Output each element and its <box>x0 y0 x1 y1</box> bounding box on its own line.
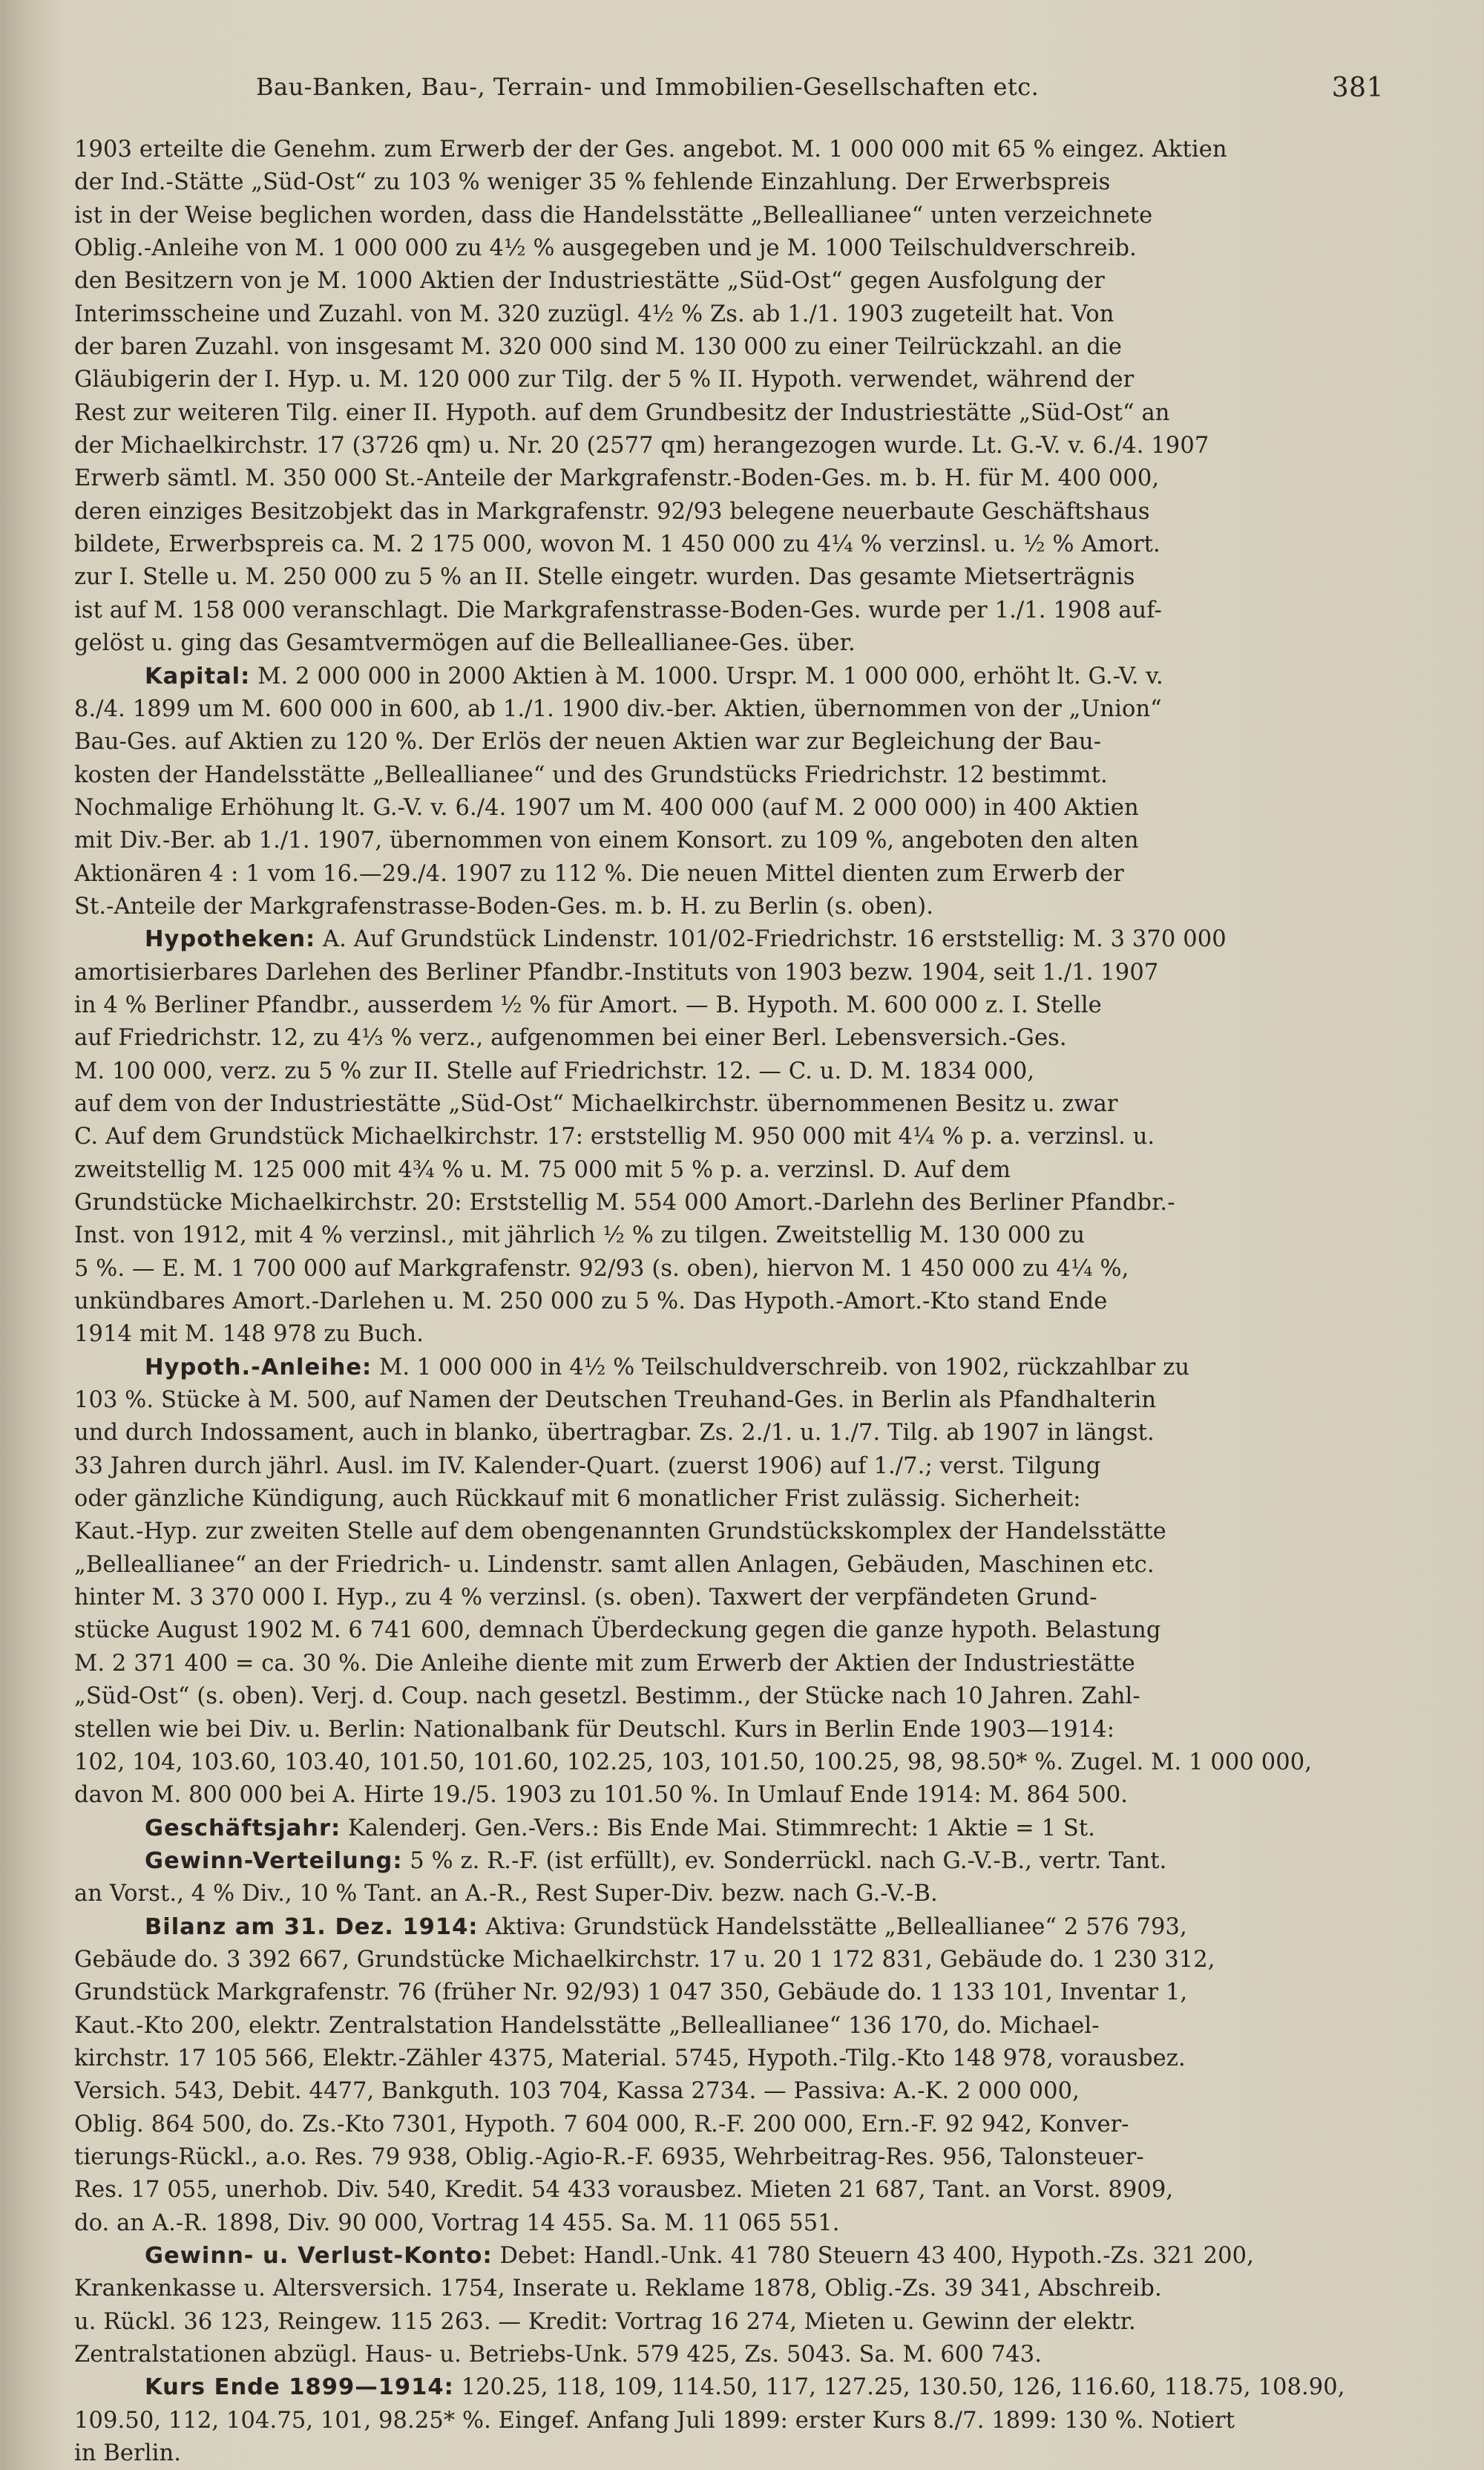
text-line <box>74 2437 1384 2470</box>
header-title: Bau-Banken, Bau-, Terrain- und Immobilien-Gesellschaften etc. <box>256 73 1040 101</box>
text-line <box>74 1253 1384 1285</box>
text-line <box>74 462 1384 495</box>
line-text: Rest zur weiteren Tilg. einer II. Hypoth. auf dem Grundbesitz der Industriestätte „Süd-Ost“ an <box>74 399 1170 426</box>
line-text: und durch Indossament, auch in blanko, übertragbar. Zs. 2./1. u. 1./7. Tilg. ab 1907 in längst. <box>74 1420 1155 1447</box>
line-text: ist in der Weise beglichen worden, dass die Handelsstätte „Belleallianee“ unten verzeichnete <box>74 202 1153 229</box>
text-line <box>74 989 1384 1022</box>
section-label: Gewinn- u. Verlust-Konto: <box>145 2243 493 2269</box>
text-line <box>74 2010 1384 2042</box>
line-text: zur I. Stelle u. M. 250 000 zu 5 % an II. Stelle eingetr. wurden. Das gesamte Mietserträgnis <box>74 564 1135 591</box>
line-text: „Belleallianee“ an der Friedrich- u. Lindenstr. samt allen Anlagen, Gebäuden, Maschinen etc. <box>74 1551 1155 1578</box>
text-line <box>74 1318 1384 1351</box>
line-text: Krankenkasse u. Altersversich. 1754, Inserate u. Reklame 1878, Oblig.-Zs. 39 341, Abschreib. <box>74 2276 1162 2302</box>
text-line <box>74 726 1384 759</box>
line-text: deren einziges Besitzobjekt das in Markgrafenstr. 92/93 belegene neuerbaute Geschäftshaus <box>74 498 1150 525</box>
text-line <box>74 1549 1384 1582</box>
text-line <box>74 166 1384 199</box>
text-line <box>74 1516 1384 1548</box>
line-text: amortisierbares Darlehen des Berliner Pfandbr.-Instituts von 1903 bezw. 1904, seit 1./1. 1907 <box>74 959 1159 986</box>
text-line <box>74 265 1384 298</box>
line-text: M. 100 000, verz. zu 5 % zur II. Stelle auf Friedrichstr. 12. — C. u. D. M. 1834 000, <box>74 1058 1035 1084</box>
text-line <box>74 1450 1384 1483</box>
line-text: u. Rückl. 36 123, Reingew. 115 263. — Kredit: Vortrag 16 274, Mieten u. Gewinn der elektr. <box>74 2308 1136 2335</box>
line-text: Kaut.-Hyp. zur zweiten Stelle auf dem obengenannten Grundstückskomplex der Handelsstätte <box>74 1519 1166 1545</box>
line-text: der Ind.-Stätte „Süd-Ost“ zu 103 % weniger 35 % fehlende Einzahlung. Der Erwerbspreis <box>74 169 1111 196</box>
line-text: A. Auf Grundstück Lindenstr. 101/02-Friedrichstr. 16 erststellig: M. 3 370 000 <box>315 926 1227 953</box>
text-line <box>74 923 1384 956</box>
section-label: Hypoth.-Anleihe: <box>145 1354 372 1380</box>
text-line <box>74 2405 1384 2437</box>
line-text: 109.50, 112, 104.75, 101, 98.25* %. Eingef. Anfang Juli 1899: erster Kurs 8./7. 1899: 130 %. Notiert <box>74 2407 1235 2434</box>
text-line <box>74 1055 1384 1088</box>
line-text: kirchstr. 17 105 566, Elektr.-Zähler 4375, Material. 5745, Hypoth.-Tilg.-Kto 148 978, vorausbez. <box>74 2045 1186 2071</box>
text-line <box>74 1022 1384 1055</box>
text-line <box>74 1352 1384 1384</box>
text-line <box>74 2306 1384 2339</box>
text-line <box>74 430 1384 462</box>
text-line <box>74 1483 1384 1516</box>
line-text: 103 %. Stücke à M. 500, auf Namen der Deutschen Treuhand-Ges. in Berlin als Pfandhalterin <box>74 1387 1157 1414</box>
line-text: Oblig. 864 500, do. Zs.-Kto 7301, Hypoth. 7 604 000, R.-F. 200 000, Ern.-F. 92 942, Konver- <box>74 2111 1129 2138</box>
text-line <box>74 1911 1384 1944</box>
line-text: oder gänzliche Kündigung, auch Rückkauf mit 6 monatlicher Frist zulässig. Sicherheit: <box>74 1486 1081 1513</box>
line-text: 1903 erteilte die Genehm. zum Erwerb der der Ges. angebot. M. 1 000 000 mit 65 % eingez. Aktien <box>74 137 1227 163</box>
line-text: M. 2 371 400 = ca. 30 %. Die Anleihe diente mit zum Erwerb der Aktien der Industriestätte <box>74 1650 1135 1677</box>
text-line <box>74 1944 1384 1976</box>
text-line <box>74 1384 1384 1417</box>
text-line <box>74 2207 1384 2240</box>
line-text: „Süd-Ost“ (s. oben). Verj. d. Coup. nach gesetzl. Bestimm., der Stücke nach 10 Jahren. Zahl- <box>74 1683 1140 1710</box>
line-text: Aktionären 4 : 1 vom 16.—29./4. 1907 zu 112 %. Die neuen Mittel dienten zum Erwerb der <box>74 860 1124 887</box>
text-line <box>74 661 1384 693</box>
line-text: Grundstücke Michaelkirchstr. 20: Erststellig M. 554 000 Amort.-Darlehn des Berliner Pfandbr.- <box>74 1190 1175 1216</box>
text-line <box>74 1845 1384 1878</box>
text-line <box>74 397 1384 430</box>
text-line <box>74 627 1384 660</box>
line-text: auf Friedrichstr. 12, zu 4⅓ % verz., aufgenommen bei einer Berl. Lebensversich.-Ges. <box>74 1025 1067 1052</box>
section-label: Hypotheken: <box>145 926 316 953</box>
line-text: Oblig.-Anleihe von M. 1 000 000 zu 4½ % ausgegeben und je M. 1000 Teilschuldverschreib. <box>74 235 1137 262</box>
text-line <box>74 298 1384 331</box>
line-text: Res. 17 055, unerhob. Div. 540, Kredit. 54 433 vorausbez. Mieten 21 687, Tant. an Vorst. 8909, <box>74 2177 1174 2204</box>
text-line <box>74 496 1384 528</box>
line-text: stücke August 1902 M. 6 741 600, demnach Überdeckung gegen die ganze hypoth. Belastung <box>74 1617 1161 1644</box>
line-text: Gläubigerin der I. Hyp. u. M. 120 000 zur Tilg. der 5 % II. Hypoth. verwendet, während der <box>74 367 1135 393</box>
text-line <box>74 1121 1384 1153</box>
section-label: Bilanz am 31. Dez. 1914: <box>145 1913 479 1940</box>
line-text: St.-Anteile der Markgrafenstrasse-Boden-Ges. m. b. H. zu Berlin (s. oben). <box>74 893 934 920</box>
line-text: Versich. 543, Debit. 4477, Bankguth. 103 704, Kassa 2734. — Passiva: A.-K. 2 000 000, <box>74 2078 1080 2105</box>
text-line <box>74 594 1384 627</box>
text-line <box>74 561 1384 594</box>
text-line <box>74 957 1384 989</box>
text-line <box>74 1714 1384 1746</box>
line-text: 120.25, 118, 109, 114.50, 117, 127.25, 130.50, 126, 116.60, 118.75, 108.90, <box>453 2374 1345 2401</box>
line-text: Aktiva: Grundstück Handelsstätte „Belleallianee“ 2 576 793, <box>478 1913 1187 1940</box>
text-line <box>74 2109 1384 2141</box>
line-text: M. 2 000 000 in 2000 Aktien à M. 1000. Urspr. M. 1 000 000, erhöht lt. G.-V. v. <box>250 663 1163 689</box>
line-text: 5 %. — E. M. 1 700 000 auf Markgrafenstr. 92/93 (s. oben), hiervon M. 1 450 000 zu 4¼ %, <box>74 1255 1129 1282</box>
document-body <box>74 134 1384 2470</box>
text-line <box>74 1680 1384 1713</box>
line-text: zweitstellig M. 125 000 mit 4¾ % u. M. 75 000 mit 5 % p. a. verzinsl. D. Auf dem <box>74 1156 1011 1183</box>
text-line <box>74 1878 1384 1910</box>
text-line <box>74 1154 1384 1187</box>
line-text: gelöst u. ging das Gesamtvermögen auf die Belleallianee-Ges. über. <box>74 630 856 657</box>
line-text: Interimsscheine und Zuzahl. von M. 320 zuzügl. 4½ % Zs. ab 1./1. 1903 zugeteilt hat. Von <box>74 301 1114 327</box>
line-text: Grundstück Markgrafenstr. 76 (früher Nr. 92/93) 1 047 350, Gebäude do. 1 133 101, Inventar 1, <box>74 1979 1188 2006</box>
page-number: 381 <box>1331 73 1384 103</box>
text-line <box>74 1582 1384 1614</box>
text-line <box>74 792 1384 825</box>
section-label: Kurs Ende 1899—1914: <box>145 2374 454 2401</box>
text-line <box>74 825 1384 857</box>
line-text: 102, 104, 103.60, 103.40, 101.50, 101.60, 102.25, 103, 101.50, 100.25, 98, 98.50* %. Zugel. M. 1 000 000, <box>74 1749 1313 1775</box>
text-line <box>74 1219 1384 1252</box>
line-text: Zentralstationen abzügl. Haus- u. Betriebs-Unk. 579 425, Zs. 5043. Sa. M. 600 743. <box>74 2342 1043 2368</box>
text-line <box>74 1285 1384 1318</box>
text-line <box>74 1417 1384 1449</box>
line-text: kosten der Handelsstätte „Belleallianee“ und des Grundstücks Friedrichstr. 12 bestimmt. <box>74 761 1108 788</box>
line-text: Inst. von 1912, mit 4 % verzinsl., mit jährlich ½ % zu tilgen. Zweitstellig M. 130 000 zu <box>74 1222 1086 1249</box>
text-line <box>74 1779 1384 1812</box>
text-line <box>74 331 1384 364</box>
text-line <box>74 1746 1384 1779</box>
text-line <box>74 1648 1384 1680</box>
text-line <box>74 2339 1384 2371</box>
line-text: 33 Jahren durch jährl. Ausl. im IV. Kalender-Quart. (zuerst 1906) auf 1./7.; verst. Tilgung <box>74 1452 1101 1479</box>
line-text: den Besitzern von je M. 1000 Aktien der Industriestätte „Süd-Ost“ gegen Ausfolgung der <box>74 268 1105 295</box>
line-text: Kalenderj. Gen.-Vers.: Bis Ende Mai. Stimmrecht: 1 Aktie = 1 St. <box>341 1815 1096 1841</box>
text-line <box>74 2141 1384 2174</box>
line-text: in Berlin. <box>74 2440 181 2467</box>
line-text: 1914 mit M. 148 978 zu Buch. <box>74 1321 424 1348</box>
text-line <box>74 1088 1384 1121</box>
line-text: an Vorst., 4 % Div., 10 % Tant. an A.-R., Rest Super-Div. bezw. nach G.-V.-B. <box>74 1881 938 1907</box>
line-text: 5 % z. R.-F. (ist erfüllt), ev. Sonderrückl. nach G.-V.-B., vertr. Tant. <box>402 1847 1167 1874</box>
line-text: auf dem von der Industriestätte „Süd-Ost“ Michaelkirchstr. übernommenen Besitz u. zwar <box>74 1090 1118 1117</box>
line-text: Nochmalige Erhöhung lt. G.-V. v. 6./4. 1907 um M. 400 000 (auf M. 2 000 000) in 400 Aktien <box>74 794 1139 821</box>
text-line <box>74 858 1384 891</box>
text-line <box>74 2371 1384 2404</box>
text-line <box>74 364 1384 396</box>
text-line <box>74 891 1384 923</box>
line-text: Gebäude do. 3 392 667, Grundstücke Michaelkirchstr. 17 u. 20 1 172 831, Gebäude do. 1 230 312, <box>74 1946 1215 1973</box>
line-text: Debet: Handl.-Unk. 41 780 Steuern 43 400, Hypoth.-Zs. 321 200, <box>492 2243 1254 2269</box>
line-text: unkündbares Amort.-Darlehen u. M. 250 000 zu 5 %. Das Hypoth.-Amort.-Kto stand Ende <box>74 1288 1108 1315</box>
text-line <box>74 1187 1384 1219</box>
section-label: Kapital: <box>145 663 251 689</box>
running-header <box>256 73 1384 117</box>
line-text: do. an A.-R. 1898, Div. 90 000, Vortrag 14 455. Sa. M. 11 065 551. <box>74 2209 840 2236</box>
text-line <box>74 528 1384 561</box>
section-label: Geschäftsjahr: <box>145 1815 341 1841</box>
line-text: M. 1 000 000 in 4½ % Teilschuldverschreib. von 1902, rückzahlbar zu <box>372 1354 1190 1380</box>
text-line <box>74 2075 1384 2108</box>
line-text: tierungs-Rückl., a.o. Res. 79 938, Oblig.-Agio-R.-F. 6935, Wehrbeitrag-Res. 956, Talonsteuer- <box>74 2143 1144 2170</box>
text-line <box>74 1976 1384 2009</box>
text-line <box>74 1812 1384 1845</box>
line-text: bildete, Erwerbspreis ca. M. 2 175 000, wovon M. 1 450 000 zu 4¼ % verzinsl. u. ½ % Amort. <box>74 531 1160 558</box>
line-text: der baren Zuzahl. von insgesamt M. 320 000 sind M. 130 000 zu einer Teilrückzahl. an die <box>74 334 1123 361</box>
text-line <box>74 232 1384 265</box>
text-line <box>74 2174 1384 2207</box>
line-text: in 4 % Berliner Pfandbr., ausserdem ½ % für Amort. — B. Hypoth. M. 600 000 z. I. Stelle <box>74 992 1102 1018</box>
text-line <box>74 1614 1384 1647</box>
line-text: 8./4. 1899 um M. 600 000 in 600, ab 1./1. 1900 div.-ber. Aktien, übernommen von der „Union“ <box>74 695 1162 722</box>
line-text: davon M. 800 000 bei A. Hirte 19./5. 1903 zu 101.50 %. In Umlauf Ende 1914: M. 864 500. <box>74 1782 1129 1809</box>
line-text: stellen wie bei Div. u. Berlin: Nationalbank für Deutschl. Kurs in Berlin Ende 1903—1914: <box>74 1716 1115 1743</box>
line-text: hinter M. 3 370 000 I. Hyp., zu 4 % verzinsl. (s. oben). Taxwert der verpfändeten Grund- <box>74 1585 1097 1611</box>
line-text: der Michaelkirchstr. 17 (3726 qm) u. Nr. 20 (2577 qm) herangezogen wurde. Lt. G.-V. v. 6./4. 1907 <box>74 433 1209 459</box>
section-label: Gewinn-Verteilung: <box>145 1847 403 1874</box>
text-line <box>74 2273 1384 2305</box>
line-text: Bau-Ges. auf Aktien zu 120 %. Der Erlös der neuen Aktien war zur Begleichung der Bau- <box>74 729 1102 756</box>
line-text: Kaut.-Kto 200, elektr. Zentralstation Handelsstätte „Belleallianee“ 136 170, do. Michael- <box>74 2012 1100 2039</box>
text-line <box>74 693 1384 726</box>
text-line <box>74 2240 1384 2273</box>
line-text: mit Div.-Ber. ab 1./1. 1907, übernommen von einem Konsort. zu 109 %, angeboten den alten <box>74 828 1139 854</box>
text-line <box>74 759 1384 792</box>
line-text: C. Auf dem Grundstück Michaelkirchstr. 17: erststellig M. 950 000 mit 4¼ % p. a. verzinsl. u. <box>74 1124 1155 1150</box>
text-line <box>74 2042 1384 2075</box>
line-text: Erwerb sämtl. M. 350 000 St.-Anteile der Markgrafenstr.-Boden-Ges. m. b. H. für M. 400 000, <box>74 465 1160 492</box>
line-text: ist auf M. 158 000 veranschlagt. Die Markgrafenstrasse-Boden-Ges. wurde per 1./1. 1908 auf- <box>74 597 1162 623</box>
text-line <box>74 200 1384 232</box>
text-line <box>74 134 1384 166</box>
